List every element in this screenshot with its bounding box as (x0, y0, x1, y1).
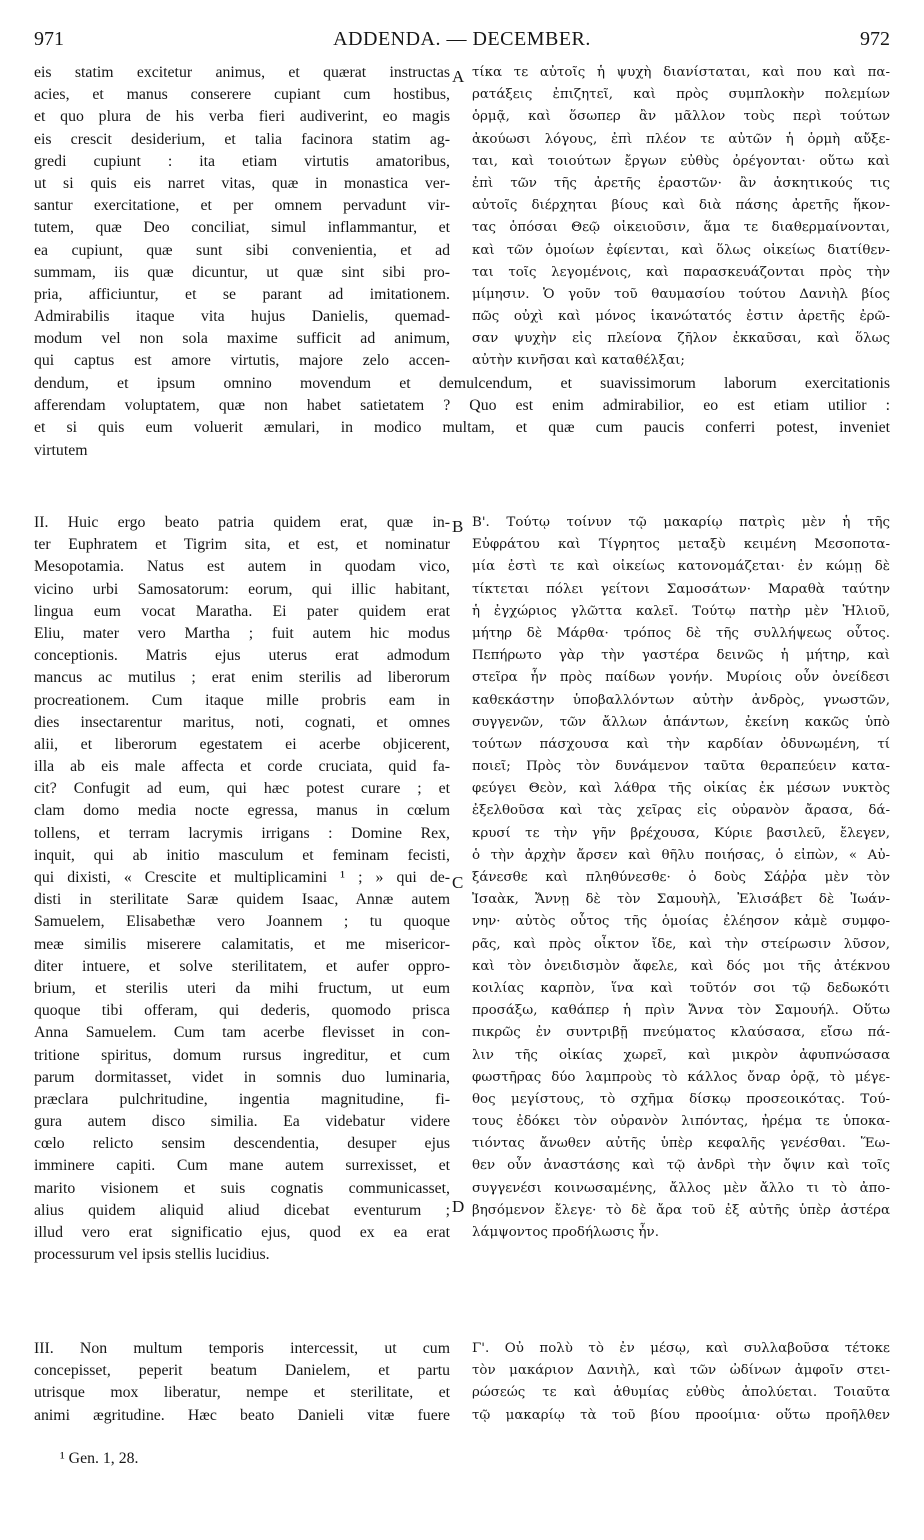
text-line: συγγενέσι κοινωσαμένης, ἄλλος μὲν ἄλλο τι τὸ ἀπο- (472, 1180, 890, 1196)
text-line: III. Non multum temporis intercessit, ut cum (34, 1340, 450, 1357)
text-line: ὁ τὴν ἀρχὴν ἄρσεν καὶ θῆλυ ποιήσας, ὁ εἰπὼν, « Αὐ- (472, 847, 890, 863)
text-line: eis crescit desiderium, et talia facinora statim ag- (34, 130, 450, 148)
text-line: προσάξω, καθάπερ ἡ πρὶν Ἄννα τὸν Σαμουήλ. Οὕτω (472, 1003, 890, 1019)
text-line: αὐτοῖς διέρχηται βίους καὶ διὰ πάσης ἀρετῆς ἥκον- (472, 198, 890, 214)
text-line: parum dormitasset, videt in somnis duo luminaria, (34, 1068, 450, 1086)
text-line: Admirabilis itaque vita hujus Danielis, quemad- (34, 308, 450, 326)
text-line: cœlo relicto sensim descendentia, desuper ejus (34, 1135, 450, 1153)
text-line: πῶς οὐχὶ καὶ μόνος ἱκανώτατός ἐστιν ἀρετῆς ἐρῶ- (472, 309, 890, 325)
text-line: τούτων πάσχουσα καὶ τὴν καρδίαν ὀδυνωμένη, τί (472, 736, 890, 752)
margin-letter-b: B (452, 517, 464, 536)
text-line: ter Euphratem et Tigrim sita, et est, et nominatur (34, 536, 450, 554)
text-line: μίμησιν. Ὁ γοῦν τοῦ θαυμασίου τούτου Δανιὴλ βίος (472, 286, 890, 302)
text-line: brium, et sterilis uteri da mihi fructum, ut eum (34, 979, 450, 997)
text-line: βησόμενον ἔλεγε· τὸ δὲ ἄρα τοῦ ἐξ αὐτῆς ὑπὲρ ἀστέρα (472, 1202, 890, 1218)
text-line: concepisset, peperit beatum Danielem, et partu (34, 1362, 450, 1380)
text-line: tollens, et terram lacrymis irrigans : Domine Rex, (34, 824, 450, 842)
text-line: μήτηρ δὲ Μάρθα· τρόπος δὲ τῆς συλλήψεως οὗτος. (472, 625, 890, 641)
left-page-number: 971 (34, 28, 64, 50)
latin-column-section-a (34, 62, 450, 373)
text-line: καθεκάστην ὑποβαλλόντων αὐτὴν ἀνδρὸς, γνωστῶν, (472, 692, 890, 708)
text-line: gredi cupiunt : ita etiam virtutis amatoribus, (34, 152, 450, 170)
text-line: præclara pulchritudine, ingentia magnitudine, fi- (34, 1090, 450, 1108)
text-line: marito visionem et suis cognatis communicasset, (34, 1179, 450, 1197)
margin-letter-d: D (452, 1197, 465, 1216)
text-line: mancus ac mutilus ; erat enim sterilis ad liberorum (34, 669, 450, 687)
text-line: diter intuere, et solve sterilitatem, et aufer oppro- (34, 957, 450, 975)
text-line: τίκτεται πόλει γείτονι Σαμοσάτων· Μαραθὰ ταύτην (472, 581, 890, 597)
running-title: ADDENDA. — DECEMBER. (333, 28, 591, 50)
text-line: ται, καὶ τοιούτων ἔργων εὐθὺς ὀρέγονται· οὕτω καὶ (472, 153, 890, 169)
text-line: illa ab eis male affecta et corde cruciata, quid fa- (34, 758, 450, 776)
margin-letter-c: C (452, 873, 464, 892)
text-line: quoque tibi offeram, qui dederis, quomodo prisca (34, 1002, 450, 1020)
text-line: ea cupiunt, quæ sunt sibi convenientia, et ad (34, 241, 450, 259)
text-line: στεῖρα ἦν πρὸς παίδων γονήν. Μυρίοις οὖν ὀνείδεσι (472, 670, 890, 686)
text-line: summam, iis quæ dicuntur, ut quæ sint sibi pro- (34, 263, 450, 281)
text-line: ποιεῖ; Πρὸς τὸν δυνάμενον ταῦτα θεραπεύειν κατα- (472, 759, 890, 775)
text-line: τῷ μακαρίῳ τὰ τοῦ βίου προοίμια· οὕτω προῆλθεν (472, 1407, 890, 1423)
text-line: λιν τῆς οἰκίας χωρεῖ, καὶ μικρὸν ἀφυπνώσασα (472, 1047, 890, 1063)
text-line: utrisque mox liberatur, nempe et sterilitate, et (34, 1384, 450, 1402)
text-line: modum vel non sola maxime sufficit ad animum, (34, 330, 450, 348)
text-line: qui captus est amore virtutis, majore zelo accen- (34, 352, 450, 370)
text-line: II. Huic ergo beato patria quidem erat, quæ in- (34, 514, 450, 531)
footnote: ¹ Gen. 1, 28. (60, 1450, 139, 1467)
text-line: disti in sterilitate Saræ quidem Isaac, Annæ autem (34, 891, 450, 909)
margin-letter-a: A (452, 67, 465, 86)
text-line: illud vero erat significatio ejus, quod ex ea erat (34, 1224, 450, 1241)
text-line: gura autem disco similia. Ea videbatur videre (34, 1113, 450, 1131)
text-line: κοιλίας καρπὸν, ἵνα καὶ τοῦτόν σοι τῷ δεδωκότι (472, 980, 890, 996)
text-line: inquit, qui ab initio masculum et feminam fecisti, (34, 846, 450, 864)
text-line: acies, et manus conserere cupiant cum hostibus, (34, 86, 450, 104)
text-line: κρυσί τε τὴν γῆν βρέχουσα, Κύριε βασιλεῦ, ἔλεγεν, (472, 825, 890, 841)
text-line: ἀκούωσι λόγους, ἐπὶ πλέον τε αὐτῶν ἡ ὁρμὴ αὔξε- (472, 131, 890, 147)
latin-column-section-b (34, 512, 450, 1266)
text-line: santur exercitatione, et per omnem pervadunt vir- (34, 197, 450, 215)
text-line: meæ similis miserere calamitatis, et me misericor- (34, 935, 450, 953)
greek-column-section-b (472, 512, 890, 1244)
text-line: Εὐφράτου καὶ Τίγρητος μεταξὺ κειμένη Μεσοποτα- (472, 537, 890, 553)
text-line: ἐξελθοῦσα καὶ τὰς χεῖρας εἰς οὐρανὸν ἄρασα, δά- (472, 803, 890, 819)
text-line: ὁρμᾷ, καὶ ὅσωπερ ἂν μᾶλλον τοὺς περὶ τούτων (472, 109, 890, 125)
text-line: λάμψοντος προδήλωσις ἦν. (472, 1225, 659, 1240)
text-line: et si quis eum voluerit æmulari, in modico multam, et quæ cum paucis conferri potest, inveniet (34, 419, 890, 437)
text-line: ρατάξεις ἐπιζητεῖ, καὶ πρὸς συμπλοκὴν πολεμίων (472, 87, 890, 103)
text-line: procreationem. Cum itaque mille probris eam in (34, 691, 450, 709)
text-line: Anna Samuelem. Cum tam acerbe flevisset in con- (34, 1024, 450, 1042)
text-line: processurum vel ipsis stellis lucidius. (34, 1246, 270, 1264)
text-line: tutem, quæ Deo conciliat, simul inflammantur, et (34, 219, 450, 237)
text-line: φωστῆρας δύο λαμπροὺς τὸ κάλλος ὄναρ ὁρᾷ, τὸ μέγε- (472, 1069, 890, 1085)
text-line: θεν οὖν ἀναστάσης καὶ τῷ ἀνδρὶ τὴν ὄψιν καὶ τοῖς (472, 1158, 890, 1174)
text-line: ἐπὶ τῶν τῆς ἀρετῆς ἐραστῶν· ἂν ἀσκητικούς τις (472, 175, 890, 191)
text-line: αὐτὴν κινῆσαι καὶ καταθέλξαι; (472, 353, 685, 369)
text-line: συγγενῶν, τῶν ἄλλων ἁπάντων, ἐκείνη κακῶς ὑπὸ (472, 714, 890, 730)
text-line: conceptionis. Matris ejus uterus erat admodum (34, 647, 450, 665)
greek-column-section-c (472, 1338, 890, 1427)
text-line: τους ἐδόκει τὸν οὐρανὸν λιπόντας, ἠρέμα τε ὑποκα- (472, 1114, 890, 1130)
right-page-number: 972 (860, 28, 890, 50)
text-line: afferendam voluptatem, quæ non habet satietatem ? Quo est enim admirabilior, eo est etiam utilior : (34, 397, 890, 415)
text-line: ἡ ἐγχώριος γλῶττα καλεῖ. Τούτῳ πατὴρ μὲν Ἠλιοῦ, (472, 603, 890, 619)
text-line: Eliu, mater vero Martha ; fuit autem hic modus (34, 624, 450, 642)
text-line: θος μεγίστους, τὸ σχῆμα δίσκῳ προσεοικότας. Τού- (472, 1091, 890, 1107)
text-line: cit? Confugit ad eum, qui hæc potest curare ; et (34, 780, 450, 798)
text-line: et quo plura de his verba fieri audiverint, eo magis (34, 108, 450, 126)
text-line: Samuelem, Elisabethæ vero Joannem ; tu quoque (34, 913, 450, 931)
text-line: νην· αὐτὸς οὗτος τῆς ὁμοίας ἐλέησον κἀμὲ συμφο- (472, 914, 890, 930)
text-line: imminere capiti. Cum mane autem surrexisset, et (34, 1157, 450, 1175)
text-line: τὸν μακάριον Δανιὴλ, καὶ τῶν ὠδίνων ἀμφοῖν στει- (472, 1363, 890, 1379)
text-line: μία ἐστὶ τε καὶ οἰκείως κατονομάζεται· ἐν κώμῃ δὲ (472, 559, 890, 575)
text-line: τίκα τε αὐτοῖς ἡ ψυχὴ διανίσταται, καὶ που καὶ πα- (472, 65, 890, 80)
text-line: πικρῶς ἐν συντριβῇ πνεύματος κλαύσασα, εἴσω πά- (472, 1025, 890, 1041)
text-line: dendum, et ipsum omnino movendum et demulcendum, et suavissimorum laborum exercitationis (34, 375, 890, 392)
text-line: tritione spiritus, domum rursus ingreditur, et cum (34, 1046, 450, 1064)
latin-column-section-c (34, 1338, 450, 1427)
text-line: ξάνεσθε καὶ πληθύνεσθε· ὁ δοὺς Σάῤῥα μὲν τὸν (472, 870, 890, 885)
text-line: pria, afficiuntur, et se parant ad imitationem. (34, 285, 450, 303)
text-line: dies insectarentur maritus, noti, cognati, et omnes (34, 713, 450, 731)
text-line: Γ'. Οὐ πολὺ τὸ ἐν μέσῳ, καὶ συλλαβοῦσα τέτοκε (472, 1341, 890, 1356)
text-line: ται τοῖς λεγομένοις, καὶ παρασκευάζονται πρὸς τὴν (472, 264, 890, 280)
full-width-latin-continuation (34, 373, 890, 462)
text-line: τιόντας ἄνωθεν αὐτῆς ὑπὲρ κεφαλῆς γενέσθαι. Ἕω- (472, 1136, 890, 1152)
text-line: σαν ψυχὴν εἰς πλείονα ζῆλον ἐκκαῦσαι, καὶ ὅλως (472, 331, 890, 347)
text-line: φεύγει Θεὸν, καὶ λάθρα τῆς οἰκίας ἐκ μέσων νυκτὸς (472, 781, 890, 797)
text-line: vicino urbi Samosatorum: eorum, qui illic habitant, (34, 580, 450, 598)
text-line: τας ὁπόσαι Θεῷ οἰκειοῦσιν, ἅμα τε διαθερμαίνονται, (472, 220, 890, 236)
greek-column-section-a (472, 62, 890, 373)
text-line: καὶ τῶν ὁμοίων ἐφίενται, καὶ ὅλως οἰκείως διατίθεν- (472, 242, 890, 258)
text-line: Πεπήρωτο γὰρ τὴν γαστέρα δεινῶς ἡ μήτηρ, καὶ (472, 648, 890, 664)
text-line: qui dixisti, « Crescite et multiplicamini ¹ ; » qui de- (34, 869, 450, 886)
text-line: ρᾶς, καὶ πρὸς οἶκτον ἴδε, καὶ τὴν στείρωσιν λῦσον, (472, 936, 890, 952)
text-line: Β'. Τούτῳ τοίνυν τῷ μακαρίῳ πατρὶς μὲν ἡ τῆς (472, 515, 890, 530)
text-line: virtutem (34, 441, 88, 459)
text-line: ρώσεώς τε καὶ ἀθυμίας εὐθὺς ἀπολύεται. Τοιαῦτα (472, 1385, 890, 1401)
text-line: animi ægritudine. Hæc beato Danieli vitæ fuere (34, 1406, 450, 1424)
text-line: Mesopotamia. Natus est autem in quodam vico, (34, 558, 450, 576)
text-line: ut si quis eis narret vitas, quæ in monastica ver- (34, 174, 450, 192)
text-line: lingua eum vocat Maratha. Ei pater quidem erat (34, 602, 450, 620)
text-line: eis statim excitetur animus, et quærat instructas (34, 64, 450, 81)
text-line: καὶ τὸν ὀνειδισμὸν ἄφελε, καὶ δός μοι τῆς ἀτέκνου (472, 958, 890, 974)
text-line: Ἰσαὰκ, Ἄννῃ δὲ τὸν Σαμουὴλ, Ἐλισάβετ δὲ Ἰωάν- (472, 892, 890, 908)
text-line: clam domo media nocte egressa, manus in cœlum (34, 802, 450, 820)
text-line: alii, et liberorum egestatem ei acerbe objicerent, (34, 735, 450, 753)
text-line: alius quidem aliquid aliud dicebat eventurum ; (34, 1201, 450, 1219)
